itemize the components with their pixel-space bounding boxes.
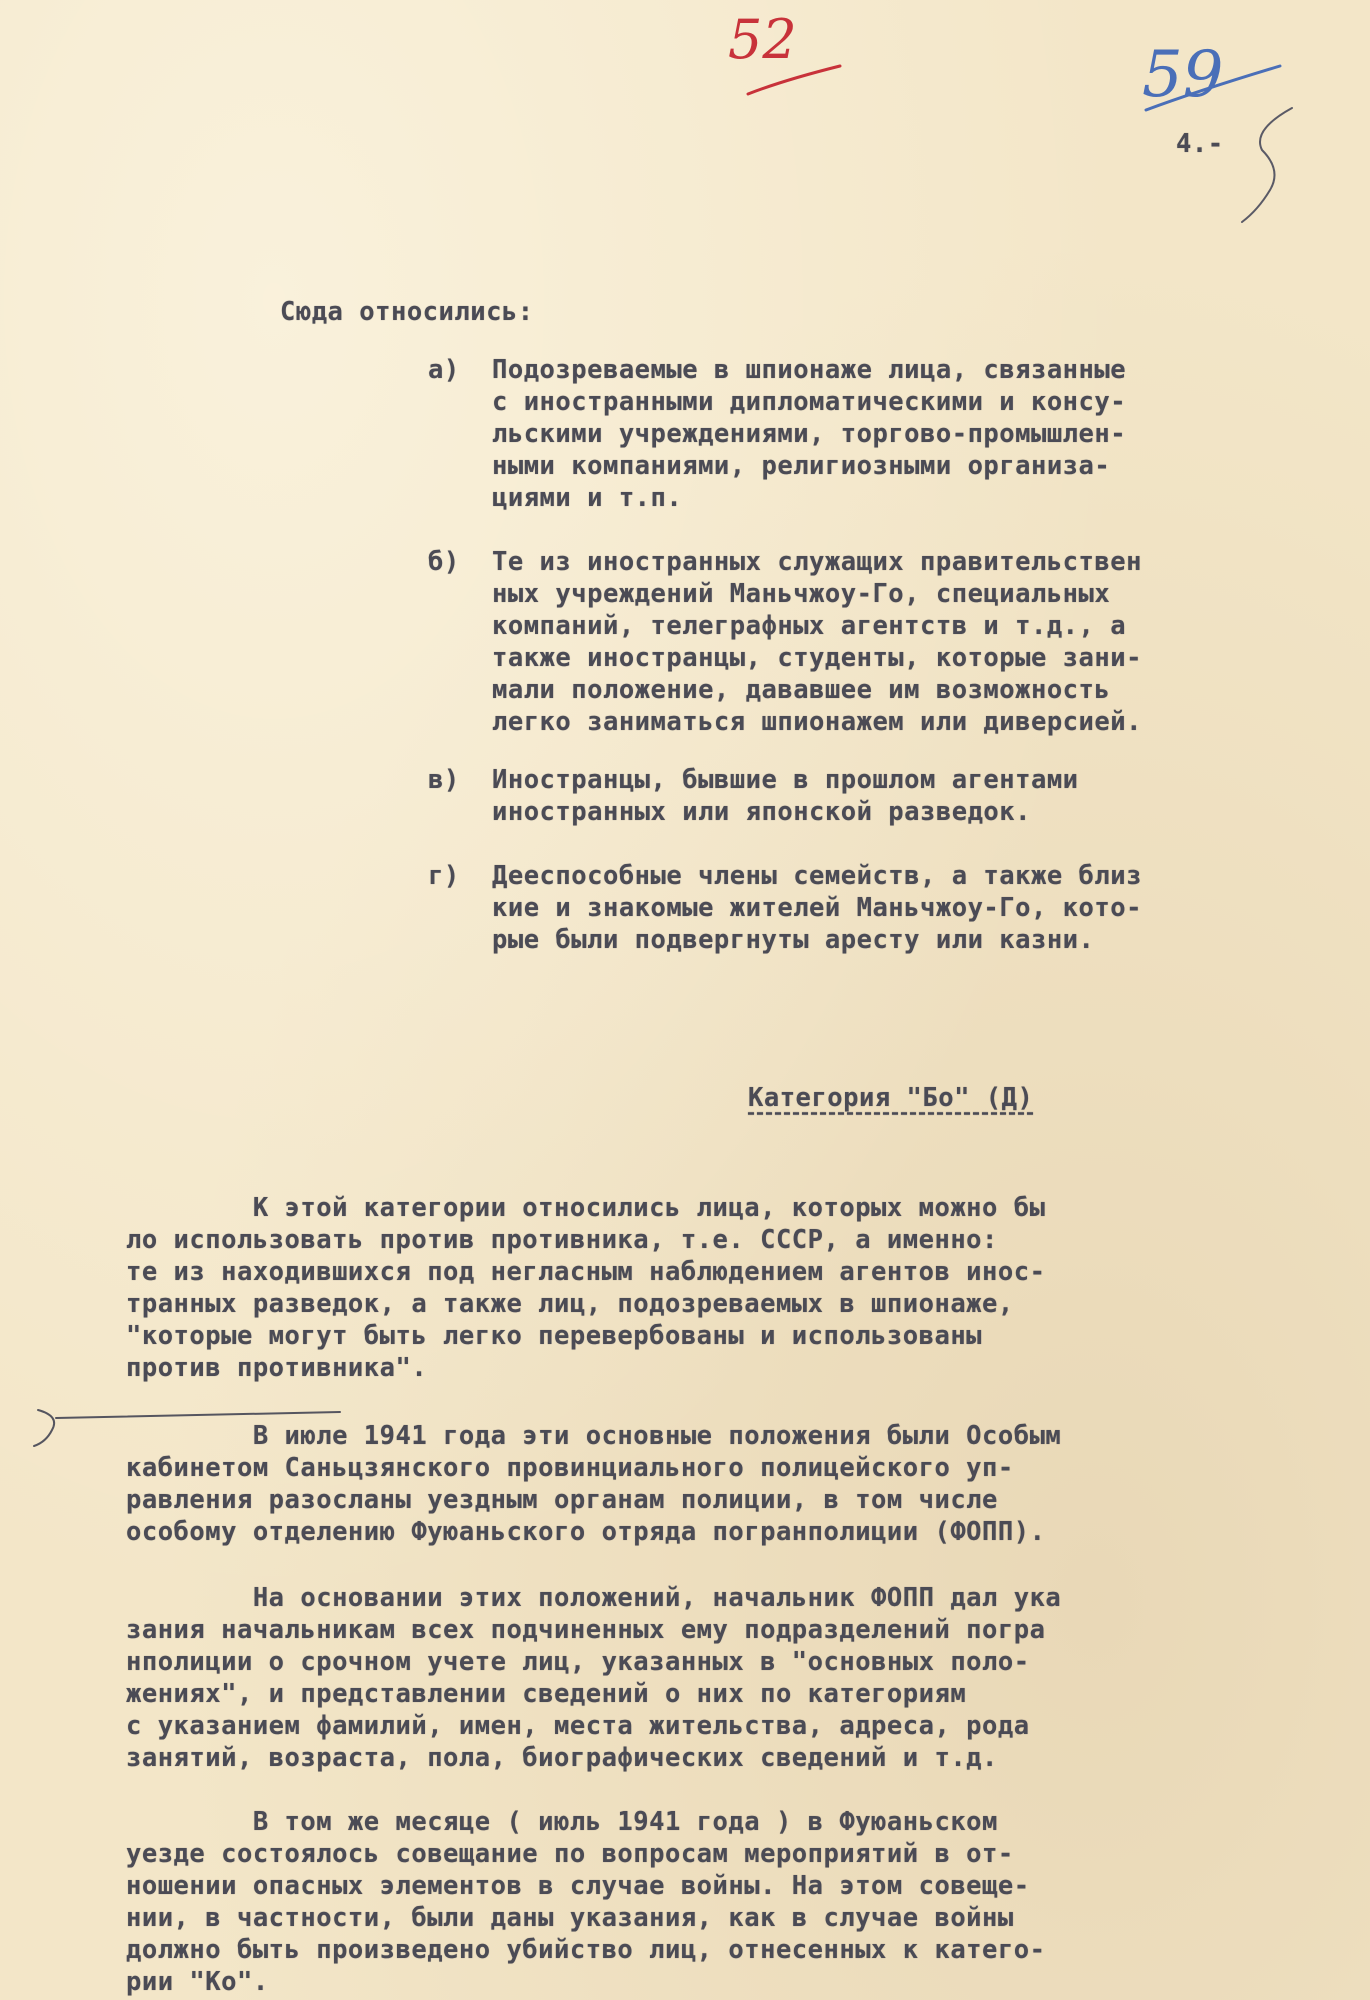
archive-folio-number-blue: 59: [1142, 38, 1224, 112]
body-paragraph: В том же месяце ( июль 1941 года ) в Фуюаньском уезде состоялось совещание по вопросам мероприятий в от- ношении опасных элементов в случае войны. На этом совеще- нии, в частности, были даны указания, как в случае войны должно быть произведено убийство лиц, отнесенных к катего- рии "Ко".: [126, 1807, 1046, 1997]
list-item-text: Те из иностранных служащих правительствен ных учреждений Маньчжоу-Го, специальных компаний, телеграфных агентств и т.д., а также иностранцы, студенты, которые зани- мали положение, дававшее им возможность легко заниматься шпионажем или диверсией.: [492, 547, 1142, 737]
list-item-text: Подозреваемые в шпионаже лица, связанные с иностранными дипломатическими и консу- льскими учреждениями, торгово-промышлен- ными компаниями, религиозными организа- циями и т.п.: [492, 355, 1127, 513]
body-paragraph: На основании этих положений, начальник ФОПП дал ука зания начальникам всех подчиненных ему подразделений погра нполиции о срочном учете лиц, указанных в "основных поло- жениях", и представлении сведений о них по категориям с указанием фамилий, имен, места жительства, адреса, рода занятий, возраста, пола, биографических сведений и т.д.: [126, 1583, 1062, 1773]
red-pencil-stroke: [744, 62, 844, 102]
list-item-text: Иностранцы, бывшие в прошлом агентами иностранных или японской разведок.: [492, 765, 1079, 827]
page-number: 4.-: [1176, 129, 1224, 159]
category-heading: Категория "Бо" (Д): [748, 1083, 1034, 1113]
archive-folio-number-red: 52: [728, 8, 797, 71]
intro-heading: Сюда относились:: [280, 297, 534, 327]
ink-squiggle-mark: [1222, 100, 1312, 240]
list-item-marker: в): [428, 765, 460, 795]
list-item-marker: г): [428, 861, 460, 891]
list-item-marker: а): [428, 355, 460, 385]
body-paragraph: В июле 1941 года эти основные положения были Особым кабинетом Саньцзянского провинциального полицейского уп- равления разосланы уездным органам полиции, в том числе особому отделению Фуюаньского отряда погранполиции (ФОПП).: [126, 1421, 1062, 1547]
body-paragraph: К этой категории относились лица, которых можно бы ло использовать против противника, т.е. СССР, а именно: те из находившихся под негласным наблюдением агентов инос- транных разведок, а также лиц, подозреваемых в шпионаже, "которые могут быть легко перевербованы и использованы против противника".: [126, 1193, 1046, 1383]
list-item-marker: б): [428, 547, 460, 577]
list-item-text: Дееспособные члены семейств, а также близ кие и знакомые жителей Маньчжоу-Го, кото- рые были подвергнуты аресту или казни.: [492, 861, 1142, 955]
